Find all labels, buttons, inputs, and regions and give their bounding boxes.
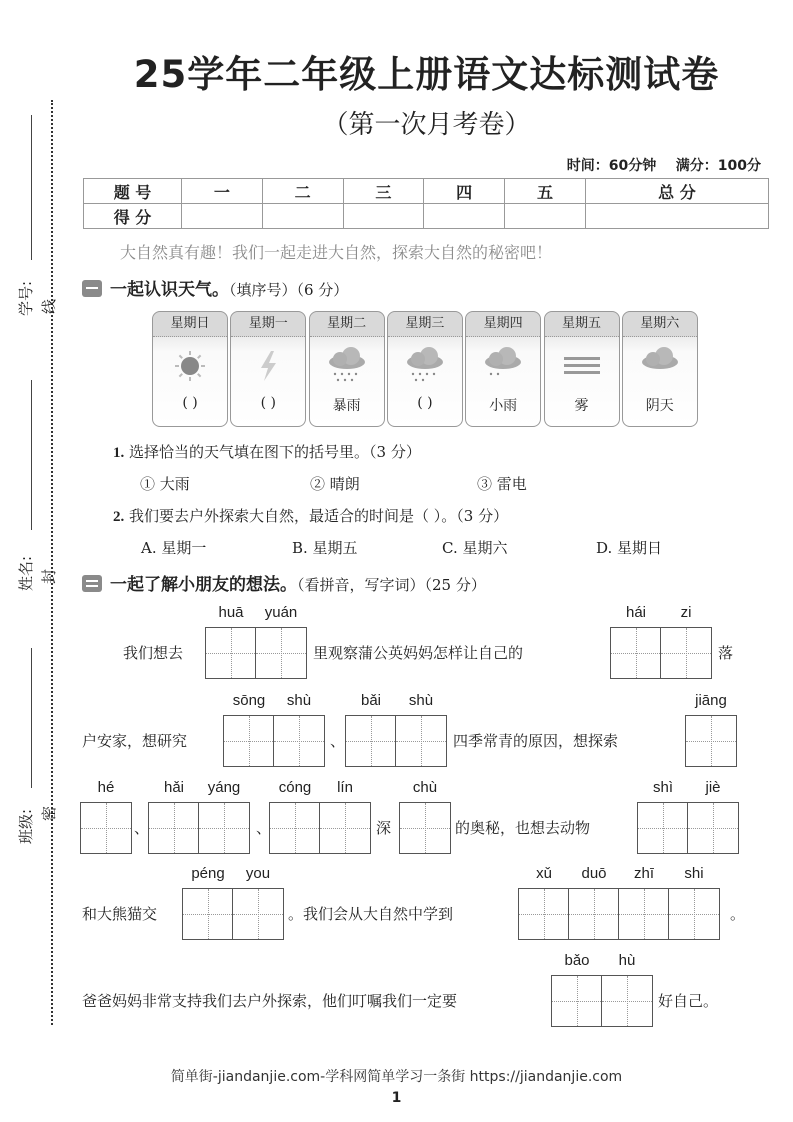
- weekday-label: 星期三: [388, 312, 462, 337]
- class-label: 班级:: [17, 808, 36, 845]
- writing-grid[interactable]: [182, 865, 284, 940]
- table-cell: 二: [262, 179, 343, 204]
- sentence-text: 。我们会从大自然中学到: [288, 905, 454, 923]
- section-note: （填序号）（6 分）: [229, 281, 349, 299]
- cloudy-icon: [623, 337, 697, 395]
- writing-grid[interactable]: [685, 692, 737, 767]
- writing-cell[interactable]: [199, 779, 249, 853]
- weekday-label: 星期一: [231, 312, 305, 337]
- table-cell: 四: [424, 179, 505, 204]
- writing-cell[interactable]: [224, 692, 274, 766]
- option-2: ② 晴朗: [310, 475, 360, 493]
- seal-secret-label: 密: [40, 805, 59, 822]
- writing-grid[interactable]: [345, 692, 447, 767]
- writing-cell[interactable]: [688, 779, 738, 853]
- sentence-text: 、: [330, 732, 346, 750]
- writing-cell[interactable]: [552, 952, 602, 1026]
- sentence-text: 里观察蒲公英妈妈怎样让自己的: [313, 644, 524, 662]
- weather-card: [465, 311, 541, 427]
- writing-cell[interactable]: [661, 604, 711, 678]
- student-id-label: 学号:: [17, 280, 36, 317]
- writing-cell[interactable]: [320, 779, 370, 853]
- name-label: 姓名:: [17, 555, 36, 592]
- sentence-text: 、: [256, 819, 272, 837]
- writing-cell[interactable]: [519, 865, 569, 939]
- pinyin-label: huā: [218, 604, 244, 621]
- sentence-text: 户安家，想研究: [82, 732, 188, 750]
- writing-grid[interactable]: [518, 865, 720, 940]
- writing-cell[interactable]: [669, 865, 719, 939]
- table-cell: 三: [343, 179, 424, 204]
- writing-cell[interactable]: [256, 604, 306, 678]
- weather-answer: 小雨: [489, 398, 518, 414]
- section-number-two-icon: [82, 575, 102, 592]
- pinyin-label: shù: [286, 692, 312, 709]
- writing-grid[interactable]: [610, 604, 712, 679]
- seal-seal-label: 封: [40, 568, 59, 585]
- sentence-text: 深: [376, 819, 392, 837]
- question-1: [113, 441, 421, 462]
- section-title: 一起了解小朋友的想法。: [110, 575, 297, 595]
- lightning-icon: [231, 337, 305, 395]
- option-3: ③ 雷电: [477, 475, 527, 493]
- pinyin-label: yáng: [207, 779, 241, 796]
- table-cell: 总 分: [585, 179, 768, 204]
- binding-dotted-line: [51, 100, 53, 1025]
- class-blank[interactable]: [31, 648, 32, 788]
- sentence-text: 和大熊猫交: [82, 905, 158, 923]
- pinyin-label: zhī: [633, 865, 654, 882]
- writing-cell[interactable]: [611, 604, 661, 678]
- section-note: （看拼音，写字词）（25 分）: [297, 576, 486, 594]
- pinyin-label: bǎo: [564, 952, 590, 969]
- writing-cell[interactable]: [149, 779, 199, 853]
- score-input[interactable]: [585, 204, 768, 229]
- footer-text: 简单街-jiandanjie.com-学科网简单学习一条街 https://jiandanjie.com: [170, 1069, 623, 1085]
- writing-grid[interactable]: [148, 779, 250, 854]
- weather-card: [152, 311, 228, 427]
- writing-grid[interactable]: [551, 952, 653, 1027]
- writing-cell[interactable]: [602, 952, 652, 1026]
- sentence-text: 。: [730, 905, 746, 923]
- option-b[interactable]: B. 星期五: [292, 539, 358, 557]
- score-input[interactable]: [424, 204, 505, 229]
- writing-grid[interactable]: [223, 692, 325, 767]
- pinyin-label: chù: [412, 779, 438, 796]
- table-cell: 题 号: [84, 179, 182, 204]
- weather-card: [230, 311, 306, 427]
- exam-meta: [567, 155, 761, 175]
- table-cell: 五: [505, 179, 586, 204]
- fog-icon: [545, 337, 619, 395]
- writing-cell[interactable]: [183, 865, 233, 939]
- writing-cell[interactable]: [619, 865, 669, 939]
- weather-answer: 阴天: [645, 398, 674, 414]
- weather-answer[interactable]: ( ): [182, 395, 198, 411]
- weather-card: [309, 311, 385, 427]
- pinyin-label: hé: [97, 779, 115, 796]
- option-1: ① 大雨: [140, 475, 190, 493]
- pinyin-label: bǎi: [360, 692, 382, 709]
- writing-cell[interactable]: [686, 692, 736, 766]
- weekday-label: 星期六: [623, 312, 697, 337]
- writing-grid[interactable]: [637, 779, 739, 854]
- pinyin-label: hù: [618, 952, 636, 969]
- weekday-label: 星期二: [310, 312, 384, 337]
- writing-cell[interactable]: [206, 604, 256, 678]
- pinyin-label: shi: [684, 865, 704, 882]
- writing-grid[interactable]: [269, 779, 371, 854]
- pinyin-label: jiāng: [695, 692, 727, 709]
- writing-cell[interactable]: [346, 692, 396, 766]
- weekday-label: 星期日: [153, 312, 227, 337]
- sentence-text: 我们想去: [123, 644, 184, 662]
- section-number-one-icon: [82, 280, 102, 297]
- section-1-heading: [82, 275, 348, 300]
- option-d[interactable]: D. 星期日: [596, 539, 663, 557]
- intro-text: 大自然真有趣！我们一起走进大自然，探索大自然的秘密吧！: [120, 243, 553, 262]
- page-subtitle: （第一次月考卷）: [322, 110, 531, 140]
- heavy-rain-icon: [310, 337, 384, 395]
- weather-answer: 雾: [574, 398, 589, 414]
- sentence-text: 好自己。: [658, 992, 719, 1010]
- pinyin-label: shì: [652, 779, 673, 796]
- writing-cell[interactable]: [270, 779, 320, 853]
- question-text: 我们要去户外探索大自然，最适合的时间是（ ）。（3 分）: [129, 507, 509, 525]
- table-row: [84, 179, 769, 204]
- pinyin-label: hǎi: [163, 779, 185, 796]
- sentence-text: 落: [718, 644, 734, 662]
- weather-answer: 暴雨: [332, 398, 361, 414]
- pinyin-label: yuán: [264, 604, 298, 621]
- score-input[interactable]: [343, 204, 424, 229]
- name-blank[interactable]: [31, 380, 32, 530]
- writing-cell[interactable]: [233, 865, 283, 939]
- rain-icon: [388, 337, 462, 395]
- sentence-text: 、: [134, 819, 150, 837]
- writing-cell[interactable]: [274, 692, 324, 766]
- pinyin-label: cóng: [278, 779, 312, 796]
- page-title: 25学年二年级上册语文达标测试卷: [133, 53, 720, 96]
- writing-cell[interactable]: [81, 779, 131, 853]
- question-2: [113, 505, 508, 526]
- score-table: [83, 178, 769, 229]
- pinyin-label: duō: [581, 865, 607, 882]
- question-number: 2.: [113, 509, 125, 525]
- option-c[interactable]: C. 星期六: [442, 539, 508, 557]
- sentence-text: 爸爸妈妈非常支持我们去户外探索，他们叮嘱我们一定要: [82, 992, 458, 1010]
- weather-card: [544, 311, 620, 427]
- pinyin-label: you: [245, 865, 271, 882]
- weather-card: [622, 311, 698, 427]
- footer: [0, 1066, 793, 1086]
- writing-cell[interactable]: [638, 779, 688, 853]
- weekday-label: 星期四: [466, 312, 540, 337]
- sun-icon: [153, 337, 227, 395]
- sentence-text: 四季常青的原因，想探索: [453, 732, 619, 750]
- weather-answer[interactable]: ( ): [260, 395, 276, 411]
- pinyin-label: hái: [625, 604, 647, 621]
- table-row: [84, 204, 769, 229]
- score-input[interactable]: [182, 204, 263, 229]
- table-cell: 一: [182, 179, 263, 204]
- pinyin-label: jiè: [705, 779, 721, 796]
- pinyin-label: péng: [191, 865, 225, 882]
- score-input[interactable]: [505, 204, 586, 229]
- writing-cell[interactable]: [396, 692, 446, 766]
- weather-answer[interactable]: ( ): [417, 395, 433, 411]
- pinyin-label: zi: [680, 604, 692, 621]
- writing-cell[interactable]: [400, 779, 450, 853]
- option-a[interactable]: A. 星期一: [141, 539, 207, 557]
- pinyin-label: sōng: [232, 692, 266, 709]
- question-text: 选择恰当的天气填在图下的括号里。（3 分）: [129, 443, 421, 461]
- table-cell: 得 分: [84, 204, 182, 229]
- writing-grid[interactable]: [80, 779, 132, 854]
- page-number: 1: [391, 1090, 402, 1106]
- question-number: 1.: [113, 445, 125, 461]
- section-2-heading: [82, 570, 486, 595]
- writing-grid[interactable]: [205, 604, 307, 679]
- weather-card: [387, 311, 463, 427]
- sentence-text: 的奥秘，也想去动物: [455, 819, 591, 837]
- score-input[interactable]: [262, 204, 343, 229]
- writing-grid[interactable]: [399, 779, 451, 854]
- full-score: 满分：100分: [675, 158, 761, 174]
- writing-cell[interactable]: [569, 865, 619, 939]
- pinyin-label: shù: [408, 692, 434, 709]
- weekday-label: 星期五: [545, 312, 619, 337]
- section-title: 一起认识天气。: [110, 280, 229, 300]
- pinyin-label: lín: [337, 779, 353, 796]
- light-rain-icon: [466, 337, 540, 395]
- pinyin-label: xǔ: [536, 865, 552, 882]
- time-limit: 时间：60分钟: [566, 158, 657, 174]
- seal-line-label: 线: [40, 298, 59, 315]
